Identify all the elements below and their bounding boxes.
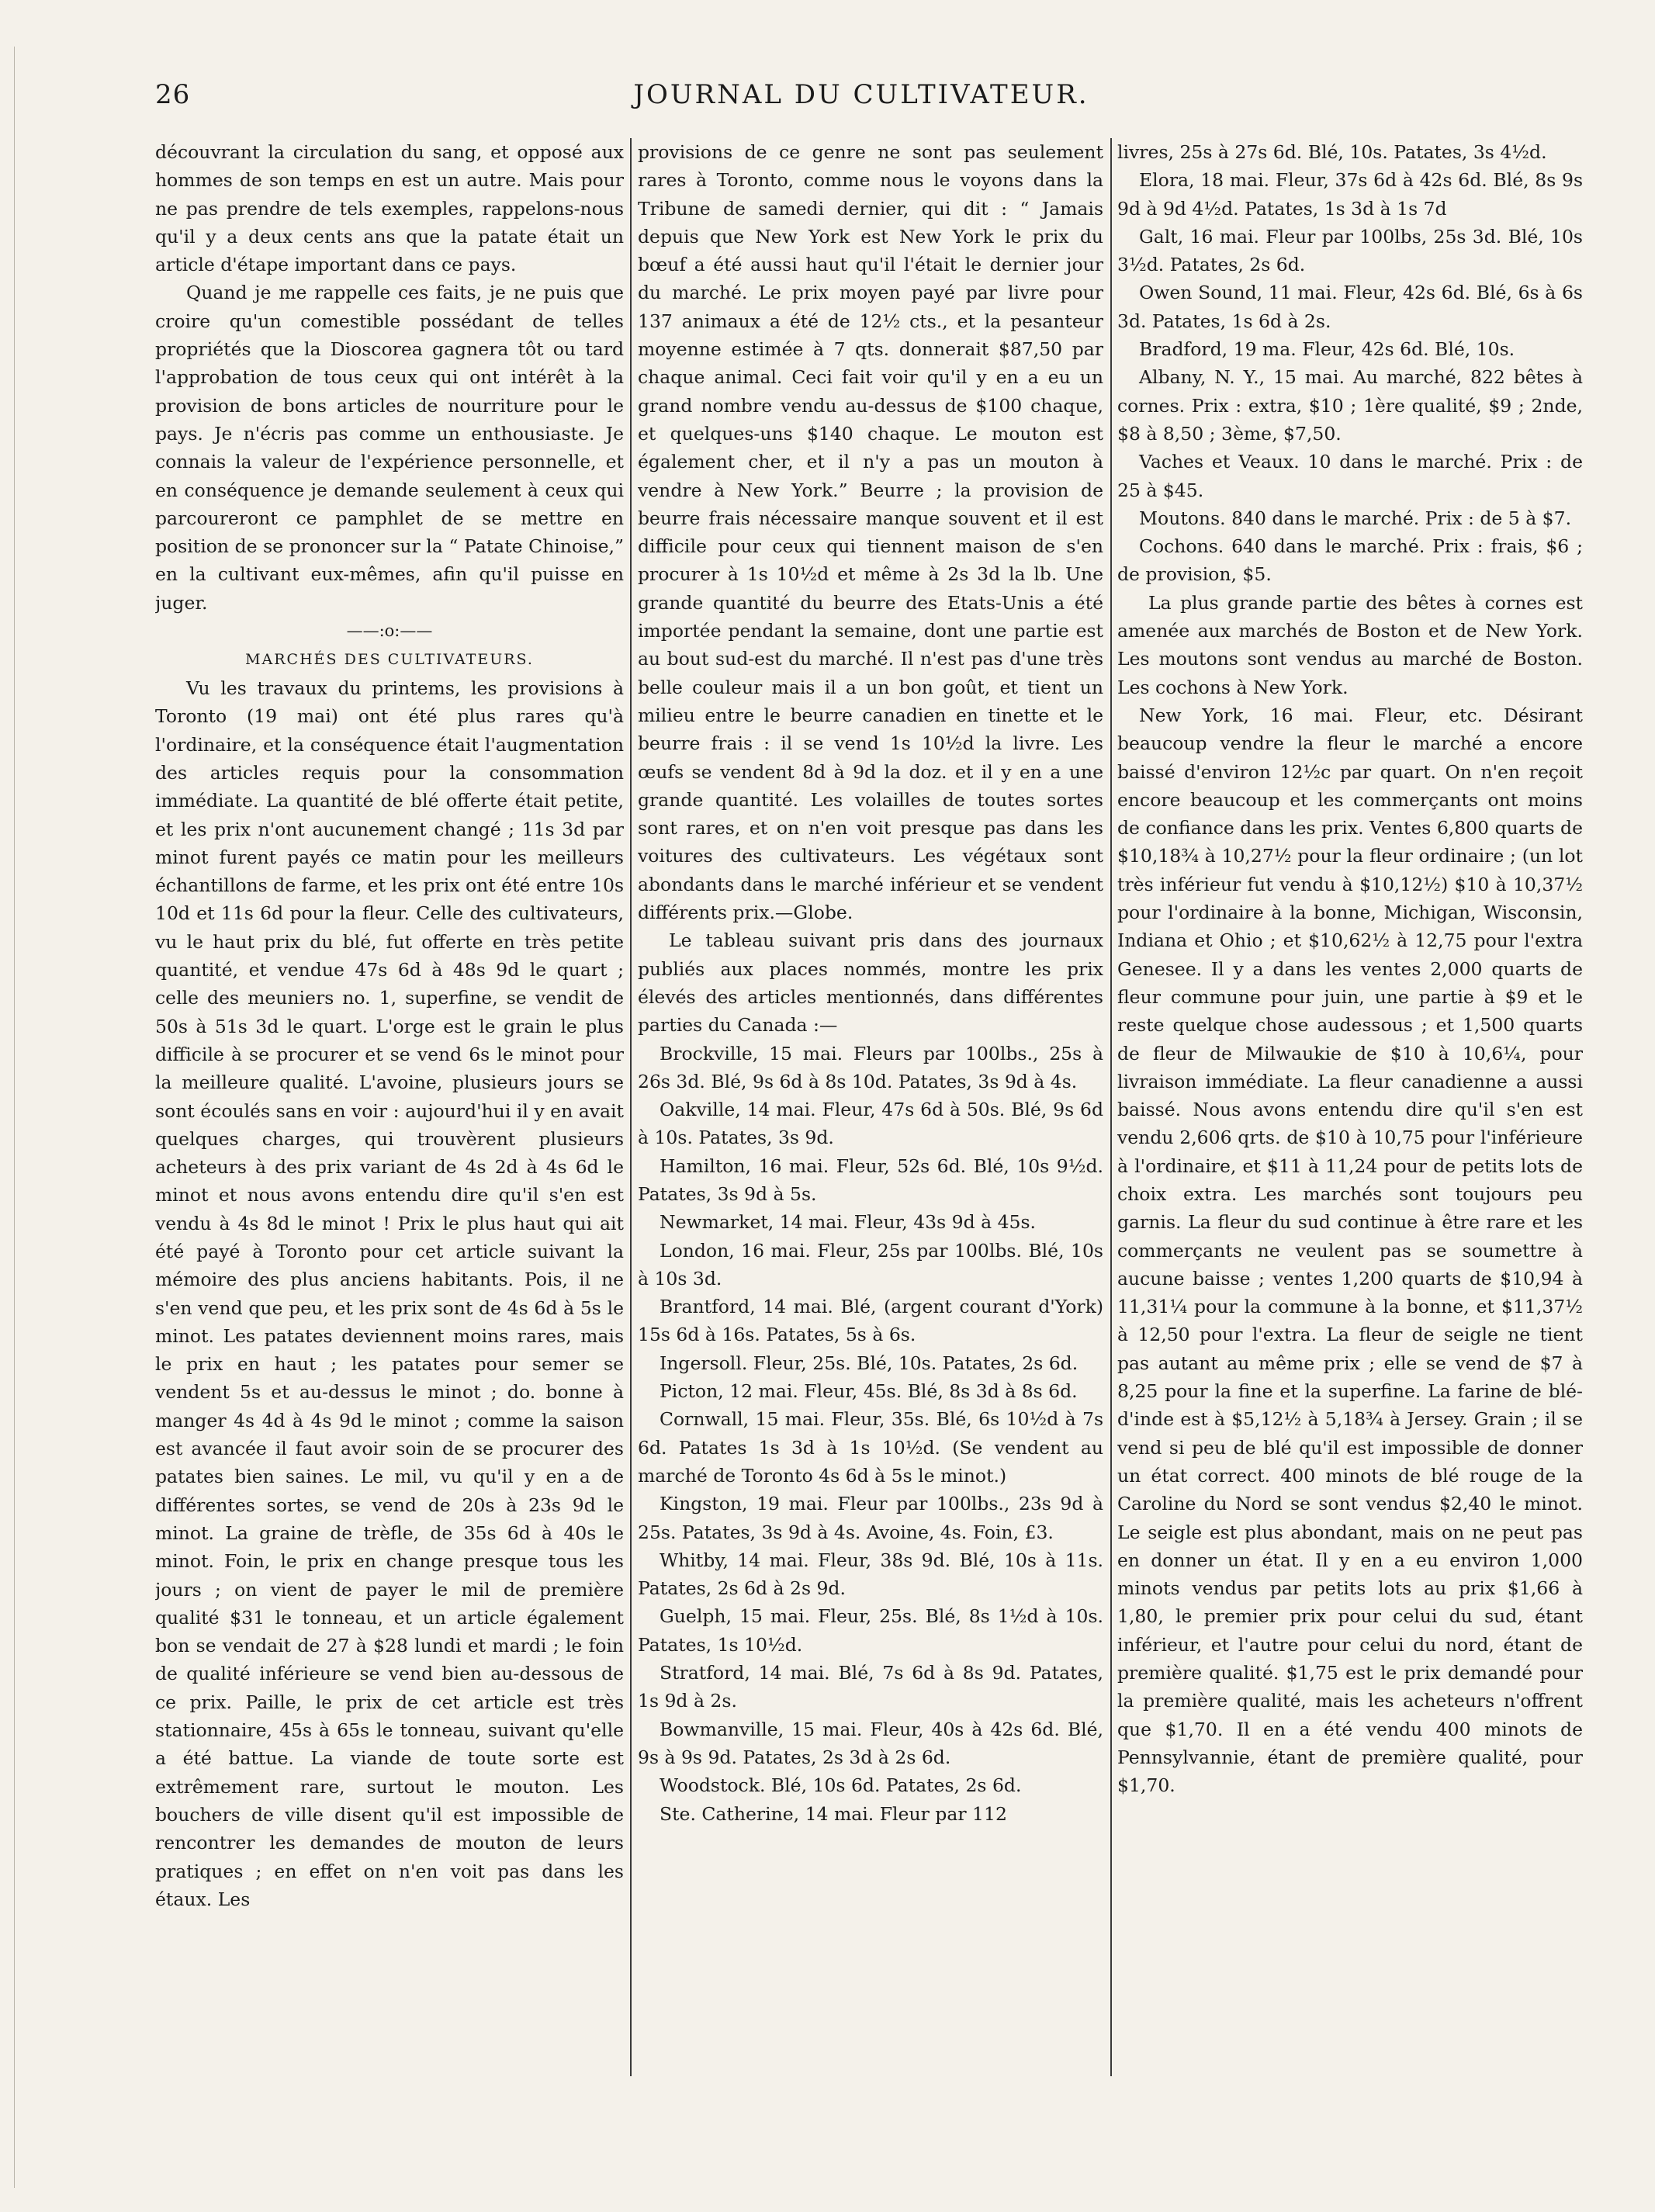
paragraph: provisions de ce genre ne sont pas seulement rares à Toronto, comme nous le voyons dans la Tribune de samedi dernier, qui dit : “ Jamais depuis que New York est New York le prix du bœuf a été aussi haut qu'il l'était le dernier jour du marché. Le prix moyen payé par livre pour 137 animaux a été de 12½ cts., et la pesanteur moyenne estimée à 7 qts. donnerait $87,50 par chaque animal. Ceci fait voir qu'il y en a eu un grand nombre vendu au-dessus de $100 chaque, et quelques-uns $140 chaque. Le mouton est également cher, et il n'y a pas un mouton à vendre à New York.” Beurre ; la provision de beurre frais nécessaire manque souvent et il est difficile pour ceux qui tiennent maison de s'en procurer à 1s 10½d et même à 2s 3d la lb. Une grande quantité du beurre des Etats-Unis a été importée pendant la semaine, dont une partie est au bout sud-est du marché. Il n'est pas d'une très belle couleur mais il a un bon goût, et tient un milieu entre le beurre canadien en tinette et le beurre frais : il se vend 1s 10½d la livre. Les œufs se vendent 8d à 9d la doz. et il y en a une grande quantité. Les volailles de toutes sortes sont rares, et on n'en voit presque pas dans les voitures des cultivateurs. Les végétaux sont abondants dans le marché inférieur et se vendent différents prix.—Globe. [638,141,1103,924]
market-report: Cochons. 640 dans le marché. Prix : frais, $6 ; de provision, $5. [1117,535,1583,586]
market-report: Kingston, 19 mai. Fleur par 100lbs., 23s 9d à 25s. Patates, 3s 9d à 4s. Avoine, 4s. Foin, £3. [638,1493,1103,1543]
market-report: Moutons. 840 dans le marché. Prix : de 5 à $7. [1139,507,1572,529]
market-report: Woodstock. Blé, 10s 6d. Patates, 2s 6d. [660,1774,1022,1797]
market-report: Albany, N. Y., 15 mai. Au marché, 822 bêtes à cornes. Prix : extra, $10 ; 1ère qualité, $9 ; 2nde, $8 à 8,50 ; 3ème, $7,50. [1117,366,1583,445]
market-report: London, 16 mai. Fleur, 25s par 100lbs. Blé, 10s à 10s 3d. [638,1239,1103,1289]
market-report: Bradford, 19 ma. Fleur, 42s 6d. Blé, 10s. [1139,338,1515,361]
market-report: Galt, 16 mai. Fleur par 100lbs, 25s 3d. Blé, 10s 3½d. Patates, 2s 6d. [1117,225,1583,276]
left-margin-line [14,47,15,2188]
page-header [155,79,1567,126]
market-report: Elora, 18 mai. Fleur, 37s 6d à 42s 6d. Blé, 8s 9s 9d à 9d 4½d. Patates, 1s 3d à 1s 7d [1117,169,1583,220]
paragraph: découvrant la circulation du sang, et opposé aux hommes de son temps en est un autre. Mais pour ne pas prendre de tels exemples, rappelons-nous qu'il y a deux cents ans que la patate était un article d'étape important dans ce pays. [155,141,624,276]
market-report: Brockville, 15 mai. Fleurs par 100lbs., 25s à 26s 3d. Blé, 9s 6d à 8s 10d. Patates, 3s 9d à 4s. [638,1042,1103,1092]
market-report: Cornwall, 15 mai. Fleur, 35s. Blé, 6s 10½d à 7s 6d. Patates 1s 3d à 1s 10½d. (Se vendent au marché de Toronto 4s 6d à 5s le minot.) [638,1408,1103,1487]
market-report: New York, 16 mai. Fleur, etc. Désirant beaucoup vendre la fleur le marché a encore baissé d'environ 12½c par quart. On n'en reçoit encore beaucoup et les commerçants ont moins de confiance dans les prix. Ventes 6,800 quarts de $10,18¾ à 10,27½ pour la fleur ordinaire ; (un lot très inférieur fut vendu à $10,12½) $10 à 10,37½ pour l'ordinaire à la bonne, Michigan, Wisconsin, Indiana et Ohio ; et $10,62½ à 12,75 pour l'extra Genesee. Il y a dans les ventes 2,000 quarts de fleur commune pour juin, une partie à $9 et le reste quelque chose audessous ; et 1,500 quarts de fleur de Milwaukie de $10 à 10,6¼, pour livraison immédiate. La fleur canadienne a aussi baissé. Nous avons entendu dire qu'il s'en est vendu 2,606 qrts. de $10 à 10,75 pour l'inférieure à l'ordinaire, et $11 à 11,24 pour de petits lots de choix extra. Les marchés sont toujours peu garnis. La fleur du sud continue à être rare et les commerçants ne veulent pas se soumettre à aucune baisse ; ventes 1,200 quarts de $10,94 à 11,31¼ pour la commune à la bonne, et $11,37½ à 12,50 pour l'extra. La fleur de seigle ne tient pas autant au même prix ; elle se vend de $7 à 8,25 pour la fine et la superfine. La farine de blé-d'inde est à $5,12½ à 5,18¾ à Jersey. Grain ; il se vend si peu de blé qu'il est impossible de donner un état correct. 400 minots de blé rouge de la Caroline du Nord se sont vendus $2,40 le minot. Le seigle est plus abondant, mais on ne peut pas en donner un état. Il y en a eu environ 1,000 minots vendus par petits lots au prix $1,66 à 1,80, le premier prix pour celui du sud, étant inférieur, et l'autre pour celui du nord, étant de première qualité. $1,75 est le prix demandé pour la première qualité, mais les acheteurs n'offrent que $1,70. Il en a été vendu 400 minots de Pennsylvannie, étant de première qualité, pour $1,70. [1117,704,1583,1797]
market-report: Hamilton, 16 mai. Fleur, 52s 6d. Blé, 10s 9½d. Patates, 3s 9d à 5s. [638,1154,1103,1205]
market-report: Ingersoll. Fleur, 25s. Blé, 10s. Patates, 2s 6d. [660,1352,1079,1374]
market-report: Bowmanville, 15 mai. Fleur, 40s à 42s 6d. Blé, 9s à 9s 9d. Patates, 2s 3d à 2s 6d. [638,1718,1103,1768]
paragraph: Quand je me rappelle ces faits, je ne puis que croire qu'un comestible possédant de telles propriétés que la Dioscorea gagnera tôt ou tard l'approbation de tous ceux qui ont intérêt à la provision de bons articles de nourriture pour le pays. Je n'écris pas comme un enthousiaste. Je connais la valeur de l'expérience personnelle, et en conséquence je demande seulement à ceux qui parcoureront ce pamphlet de se mettre en position de se prononcer sur la “ Patate Chinoise,” en la cultivant eux-mêmes, afin qu'il puisse en juger. [155,282,624,614]
running-title: JOURNAL DU CULTIVATEUR. [633,79,1089,110]
section-heading: MARCHÉS DES CULTIVATEURS. [245,651,534,669]
column-2 [638,138,1103,2078]
market-report: livres, 25s à 27s 6d. Blé, 10s. Patates, 3s 4½d. [1117,141,1547,163]
page-number: 26 [155,79,191,110]
column-rule [630,138,632,2076]
column-rule [1110,138,1112,2076]
market-report: Stratford, 14 mai. Blé, 7s 6d à 8s 9d. Patates, 1s 9d à 2s. [638,1662,1103,1712]
market-report: Newmarket, 14 mai. Fleur, 43s 9d à 45s. [660,1211,1037,1234]
market-report: Guelph, 15 mai. Fleur, 25s. Blé, 8s 1½d à 10s. Patates, 1s 10½d. [638,1605,1103,1656]
column-1 [155,138,624,2078]
column-3 [1117,138,1583,2078]
market-report: Oakville, 14 mai. Fleur, 47s 6d à 50s. Blé, 9s 6d à 10s. Patates, 3s 9d. [638,1099,1103,1149]
market-report: Owen Sound, 11 mai. Fleur, 42s 6d. Blé, 6s à 6s 3d. Patates, 1s 6d à 2s. [1117,282,1583,332]
section-divider: ——:o:—— [346,621,433,641]
market-report: Brantford, 14 mai. Blé, (argent courant d'York) 15s 6d à 16s. Patates, 5s à 6s. [638,1296,1103,1346]
market-report: Vaches et Veaux. 10 dans le marché. Prix : de 25 à $45. [1117,451,1583,501]
article-columns [155,138,1645,2078]
market-report: Whitby, 14 mai. Fleur, 38s 9d. Blé, 10s à 11s. Patates, 2s 6d à 2s 9d. [638,1549,1103,1600]
market-report: Ste. Catherine, 14 mai. Fleur par 112 [660,1802,1007,1825]
paragraph: La plus grande partie des bêtes à cornes est amenée aux marchés de Boston et de New York. Les moutons sont vendus au marché de Boston. Les cochons à New York. [1117,591,1583,698]
paragraph: Vu les travaux du printems, les provisions à Toronto (19 mai) ont été plus rares qu'à l'ordinaire, et la conséquence était l'augmentation des articles requis pour la consommation immédiate. La quantité de blé offerte était petite, et les prix n'ont aucunement changé ; 11s 3d par minot furent payés ce matin pour les meilleurs échantillons de farme, et les prix ont été entre 10s 10d et 11s 6d pour la fleur. Celle des cultivateurs, vu le haut prix du blé, fut offerte en très petite quantité, et vendue 47s 6d à 48s 9d le quart ; celle des meuniers no. 1, superfine, se vendit de 50s à 51s 3d le quart. L'orge est le grain le plus difficile à se procurer et se vend 6s le minot pour la meilleure qualité. L'avoine, plusieurs jours se sont écoulés sans en voir : aujourd'hui il y en avait quelques charges, qui trouvèrent plusieurs acheteurs à des prix variant de 4s 2d à 4s 6d le minot et nous avons entendu dire qu'il s'en est vendu à 4s 8d le minot ! Prix le plus haut qui ait été payé à Toronto pour cet article suivant la mémoire des plus anciens habitants. Pois, il ne s'en vend que peu, et les prix sont de 4s 6d à 5s le minot. Les patates deviennent moins rares, mais le prix en haut ; les patates pour semer se vendent 5s et au-dessus le minot ; do. bonne à manger 4s 4d à 4s 9d le minot ; comme la saison est avancée il faut avoir soin de se procurer des patates bien saines. Le mil, vu qu'il y en a de différentes sortes, se vend de 20s à 23s 9d le minot. La graine de trèfle, de 35s 6d à 40s le minot. Foin, le prix en change presque tous les jours ; on vient de payer le mil de première qualité $31 le tonneau, et un article également bon se vendait de 27 à $28 lundi et mardi ; le foin de qualité inférieure se vend bien au-dessous de ce prix. Paille, le prix de cet article est très stationnaire, 45s à 65s le tonneau, suivant qu'elle a été battue. La viande de toute sorte est extrêmement rare, surtout le mouton. Les bouchers de ville disent qu'il est impossible de rencontrer les demandes de mouton de leurs pratiques ; en effet on n'en voit pas dans les étaux. Les [155,677,624,1910]
market-report: Picton, 12 mai. Fleur, 45s. Blé, 8s 3d à 8s 6d. [660,1380,1078,1403]
paragraph: Le tableau suivant pris dans des journaux publiés aux places nommés, montre les prix élevés des articles mentionnés, dans différentes parties du Canada :— [638,929,1103,1037]
